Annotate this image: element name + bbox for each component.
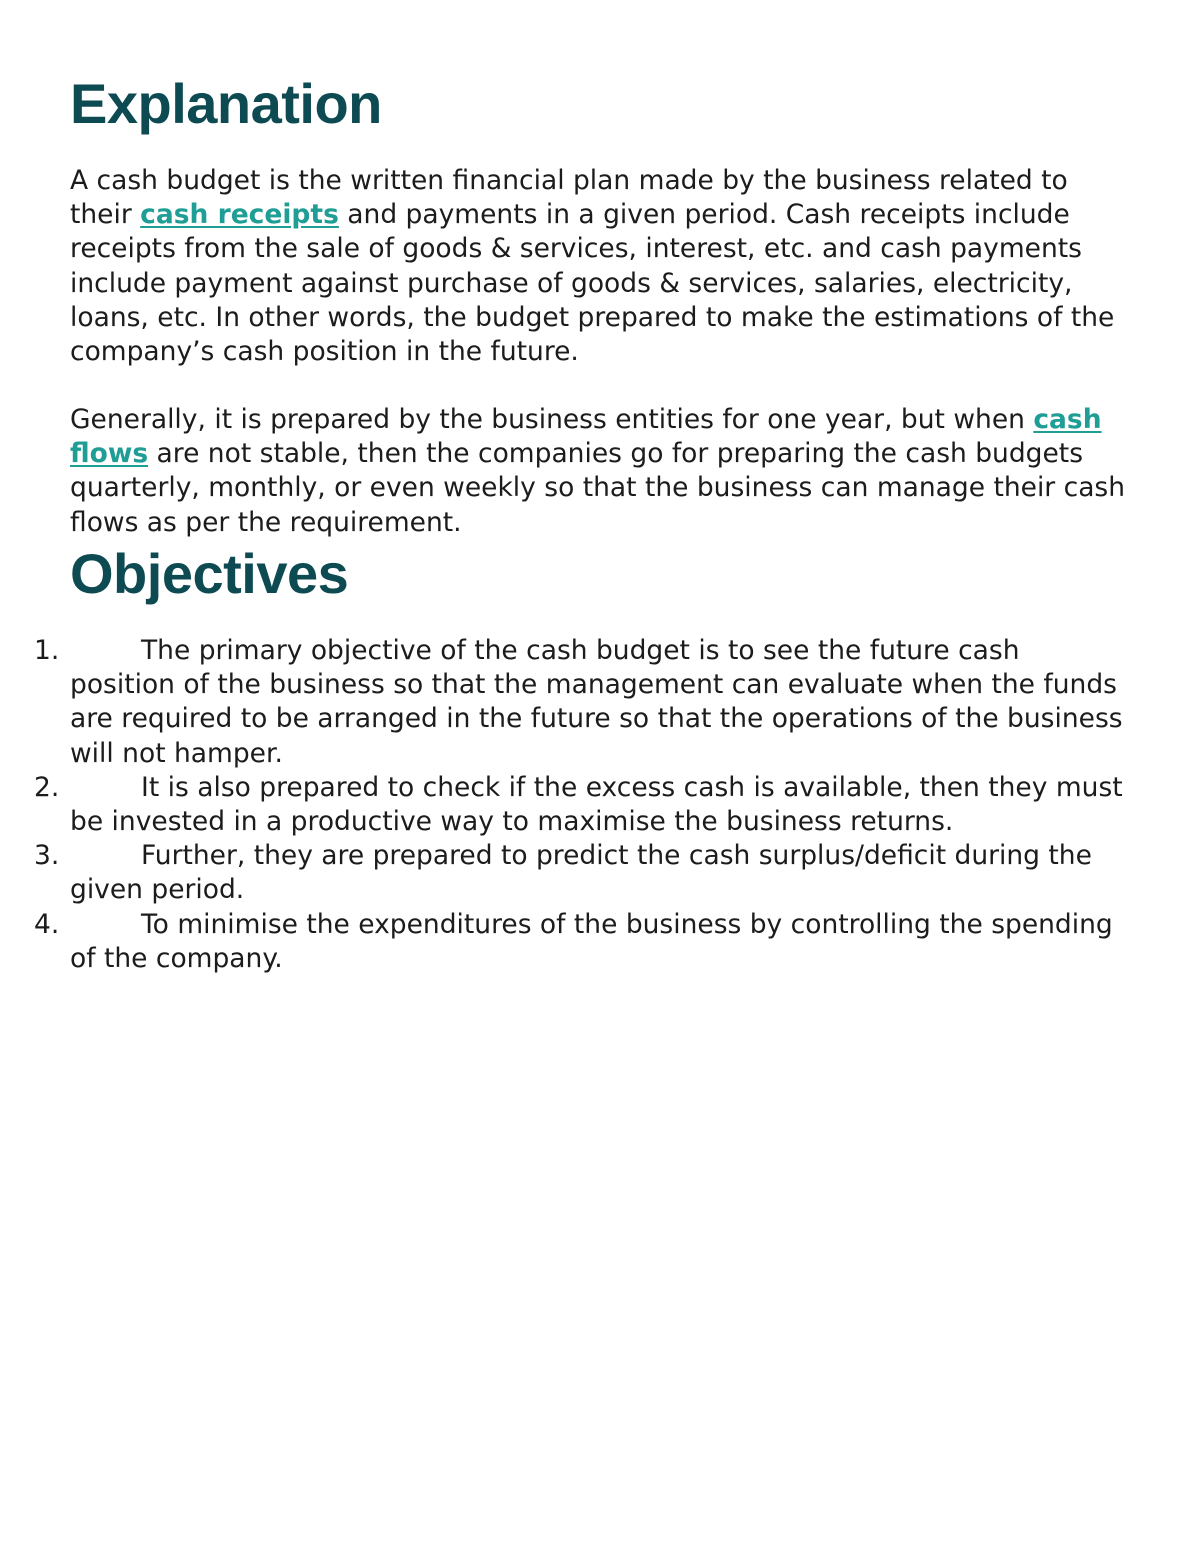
list-item-text: Further, they are prepared to predict the cash surplus/deficit during the given period. — [70, 840, 1092, 906]
paragraph-text: Generally, it is prepared by the business entities for one year, but when — [70, 404, 1034, 435]
list-item — [0, 771, 1130, 839]
list-item-text: The primary objective of the cash budget is to see the future cash position of the business so that the management can evaluate when the funds are required to be arranged in the future so that the operations of the business will not hamper. — [70, 635, 1123, 769]
cash-receipts-link[interactable]: cash receipts — [140, 199, 339, 231]
objectives-list — [0, 634, 1130, 976]
explanation-paragraph-1 — [70, 164, 1130, 369]
paragraph-text: A cash budget is the written financial plan made by the business related to their — [70, 165, 1068, 231]
list-item — [0, 839, 1130, 907]
paragraph-text: are not stable, then the companies go for preparing the cash budgets quarterly, monthly, or even weekly so that the business can manage their cash flows as per the requirement. — [70, 438, 1126, 538]
list-item — [0, 634, 1130, 771]
list-number: 4. — [34, 908, 60, 940]
list-number: 3. — [34, 840, 60, 872]
list-number: 1. — [34, 635, 60, 666]
list-item — [0, 908, 1130, 976]
explanation-paragraph-2 — [70, 403, 1130, 540]
paragraph-text: and payments in a given period. Cash receipts include receipts from the sale of goods & services, interest, etc. and cash payments include payment against purchase of goods & services, salaries, electricity, loans, etc. In other words, the budget prepared to make the estimations of the company’s cash position in the future. — [70, 199, 1115, 368]
cash-flows-link[interactable]: cash flows — [70, 404, 1102, 470]
explanation-heading: Explanation — [70, 72, 382, 135]
list-item-text: To minimise the expenditures of the business by controlling the spending of the company. — [70, 908, 1113, 974]
objectives-heading: Objectives — [70, 542, 349, 605]
list-number: 2. — [34, 771, 60, 803]
list-item-text: It is also prepared to check if the excess cash is available, then they must be invested in a productive way to maximise the business returns. — [70, 771, 1123, 838]
